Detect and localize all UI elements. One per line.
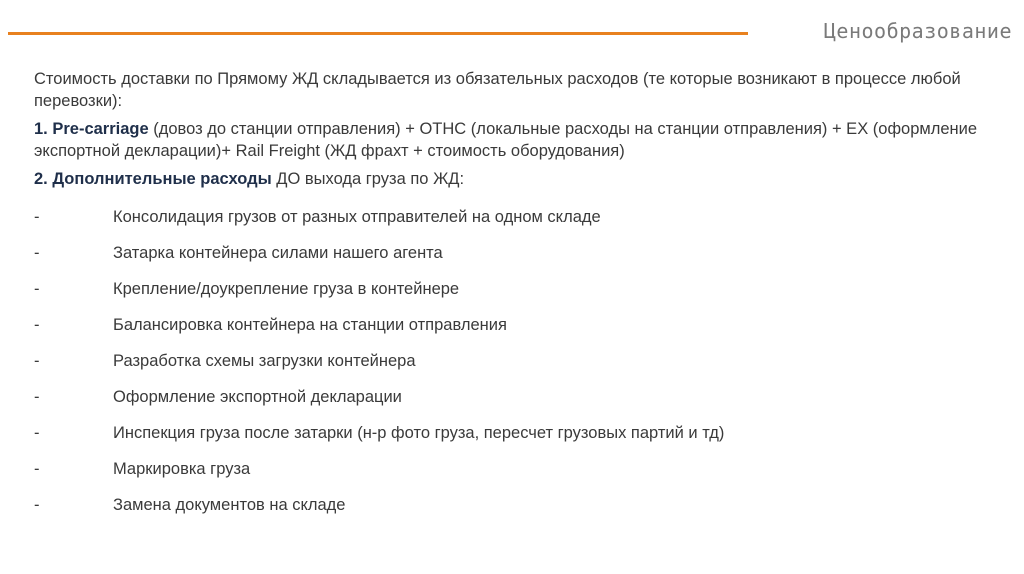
bullet-dash: - [34,280,40,298]
list-item-text: Разработка схемы загрузки контейнера [113,352,416,370]
list-item [34,422,994,444]
list-item [34,314,994,336]
list-item [34,458,994,480]
intro-paragraph: Стоимость доставки по Прямому ЖД складывается из обязательных расходов (те которые возникают в процессе любой перевозки): [34,70,961,110]
list-item [34,242,994,264]
list-item-text: Балансировка контейнера на станции отправления [113,316,507,334]
bullet-dash: - [34,208,40,226]
list-item [34,206,994,228]
additional-costs-list [34,206,994,516]
bullet-dash: - [34,244,40,262]
bullet-dash: - [34,388,40,406]
bullet-dash: - [34,316,40,334]
list-item-text: Крепление/доукрепление груза в контейнере [113,280,460,298]
bullet-dash: - [34,496,40,514]
list-item [34,278,994,300]
list-item-text: Консолидация грузов от разных отправителей на одном складе [113,208,601,226]
list-item-text: Инспекция груза после затарки (н-р фото груза, пересчет грузовых партий и тд) [113,424,725,442]
point-1-text: (довоз до станции отправления) + OTHC (локальные расходы на станции отправления) + EX (оформление экспортной декларации)+ Rail Freight (ЖД фрахт + стоимость оборудования) [34,120,978,160]
point-2-lead: 2. Дополнительные расходы [34,170,272,188]
list-item-text: Затарка контейнера силами нашего агента [113,244,443,262]
list-item [34,386,994,408]
point-2-text: ДО выхода груза по ЖД: [271,170,465,188]
slide-content [34,68,994,530]
list-item-text: Маркировка груза [113,460,251,478]
point-2-paragraph [34,168,994,190]
header-accent-line [8,32,748,35]
bullet-dash: - [34,352,40,370]
point-1-paragraph [34,118,994,162]
list-item-text: Замена документов на складе [113,496,346,514]
list-item-text: Оформление экспортной декларации [113,388,402,406]
point-1-lead: 1. Pre-carriage [34,120,149,138]
slide-title: Ценообразование [823,19,1012,43]
list-item [34,494,994,516]
list-item [34,350,994,372]
bullet-dash: - [34,424,40,442]
bullet-dash: - [34,460,40,478]
